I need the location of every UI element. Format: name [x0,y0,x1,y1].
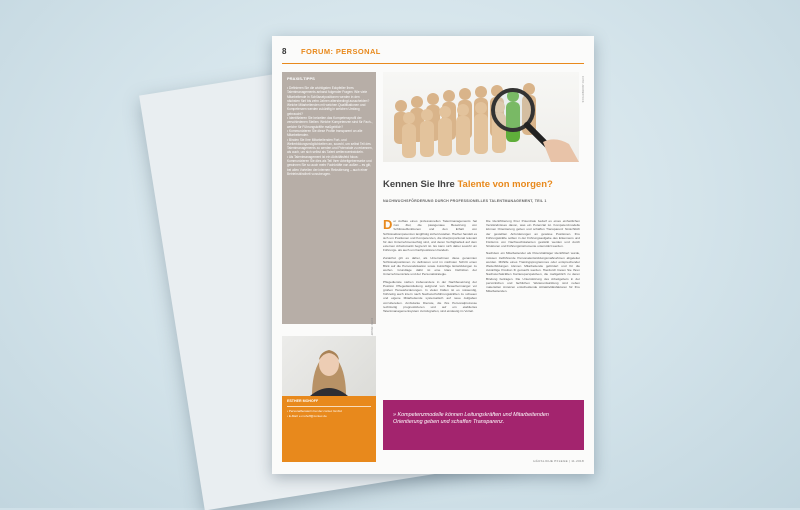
article-subline: NACHWUCHSFÖRDERUNG DURCH PROFESSIONELLES TALENTMANAGEMENT, TEIL 1 [383,199,547,203]
author-box [282,396,376,462]
author-info [287,409,342,418]
author-photo-credit: FOTO: PRIVAT [370,318,373,336]
author-portrait [282,336,376,396]
article-column-1 [383,219,477,316]
tips-item: • Definieren Sie die wichtigsten Eckpfeiler Ihres Talentmanagements anhand folgender Fragen: Wie viele Mitarbeitende in Schlüsselpositionen werden in den nächsten fünf bis zehn Jahren altersbedingt ausscheiden? Welche Mitarbeitenden mit welchen Qualifikationen und Kompetenzen werden zukünftig in welchen Umfang gebraucht? [287,86,370,116]
article-paragraph: Der Aufbau eines professionellen Talentmanagements hat zum Ziel, die passgenaue Besetzung von Schlüsselfunktionen und den Erhalt von Schlüsselkompetenzen langfristig sicherzustellen. Hierbei handelt es sich um Positionen und Kompetenzen, die überproportional relevant für den Unternehmenserfolg sind, und deren Verfügbarkeit auf dem externen Arbeitsmarkt begrenzt ist. Es kann sich dabei sowohl um Führungs- als auch um Fachpositionen handeln. [383,217,477,253]
tips-box [282,72,376,324]
tips-item: • Binden Sie Ihre Mitarbeitenden Fort- und Weiterbildungsmöglichkeiten an, sowohl, um selbst Teil des Talentmanagements zu werden und Potenziale zu erkennen, als auch, um sich selbst als Talent weiterzuentwickeln. [287,137,373,155]
article-headline: Kennen Sie Ihre Talente von morgen? [383,179,553,190]
author-info-line: • E-Mail: e.mohoff@contec.de [287,413,327,418]
tips-title: PRAXIS-TIPPS [287,76,315,81]
article-paragraph: Nachdem ein Mitarbeitender als Potenzialträger identifiziert wurde, müssen zielführende Personalentwicklungsmaßnahmen abgeleitet werden. Mithilfe eines Trainingsprogrammes oder entsprechender Weiterbildungen können Mitarbeitende gefördert und für die zukünftige Position fit gemacht werden. Hierdurch bieten Sie Ihren Nachwuchskräften Karriereperspektiven, die maßgeblich zu deren Bindung beitragen. Die Unterstützung des Arbeitgebers in der persönlichen und fachlichen Weiterentwicklung sind neben materiellen Anreizen entscheidende Attraktivitätsfaktoren für Ihre Mitarbeitenden. [486,251,580,294]
pull-quote-text: » Kompetenzmodelle können Leitungskräften und Mitarbeitenden Orientierung geben und schaffen Transparenz. [393,412,549,425]
author-photo [282,336,376,396]
article-paragraph: Die Identifizierung Ihrer Potenziale bedarf es eines einheitlichen Verständnisses davon, was ein Potenzial ist. Kompetenzmodelle können Orientierung geben und schaffen Transparenz hinsichtlich der gestellten Anforderungen an gewisse Positionen. Ihre Führungskräfte sollten in der Führungsaufgabe des Erkennens und Förderns von Nachwuchstalenten gestärkt werden und durch Strukturen und Führungsinstrumente unterstützt werden. [486,219,580,249]
wooden-figures-illustration [383,72,579,162]
author-info-line: • Personalberaterin bei der contec GmbH [287,409,342,413]
section-title: FORUM: PERSONAL [301,47,381,56]
magazine-page [272,36,594,474]
tips-item: • Kommunizieren Sie diese Profile transparent an alle Mitarbeitenden. [287,128,363,138]
pull-quote [383,400,584,450]
header-rule [282,63,584,64]
wooden-figures-photo [383,72,579,162]
photo-credit: FOTO: ADOBESTOCK [581,76,584,103]
tips-list [287,86,373,176]
tips-item: • Als Talentmanagement ist ein Aktivitätsfeld fokus: Kommunizieren Sie dies als Teil Ihrer Arbeitgebermarke und gewinnen Sie so auch mehr Fachkräfte von außen – es gilt, bei allen Vorteilen der internen Rekrutierung – auch einer Betriebsblindheit vorzubeugen. [287,154,372,176]
page-footer: HÄUSLICHE PFLEGE | 11.2018 [533,459,584,463]
headline-highlight: Talente von morgen? [457,179,553,190]
author-name: ESTHER MOHOFF [287,399,319,403]
article-column-2 [486,219,580,296]
tips-item: • Identifizieren Sie beizeiten das Kompetenzprofil der verschiedenen Stellen: Welche Kompetenzen sind für Fach-, welche für Führungskräfte maßgeblich? [287,116,373,129]
page-number: 8 [282,47,287,56]
author-divider [287,406,371,407]
article-paragraph: Zunächst gilt es daher, als Unternehmen diese genannten Schlüsselpositionen zu definieren und im nächsten Schritt einen Blick auf die Personalsituation sowie zukünftige Entwicklungen zu werfen. Grundlage dafür ist eine klare Definition der Unternehmensziele und der Personalstrategie. [383,255,477,277]
article-paragraph: Pflegedienste stehen insbesondere in der Nachbesetzung der Position Pflegedienstleitung aufgrund von Bewerbermangel vor großen Herausforderungen. In vielen Fällen ist es notwendig, frühzeitig auch intern nach Nachwuchsführungskräften zu schauen und eigene Mitarbeitende systematisch auf neue Aufgaben vorzubereiten. Ambulante Dienste, die ihre Personalprozesse rechtzeitig prognostizieren und auf ein etabliertes Talentmanagementsystem zurückgreifen, sind eindeutig im Vorteil. [383,279,477,314]
drop-cap: D [383,217,393,232]
